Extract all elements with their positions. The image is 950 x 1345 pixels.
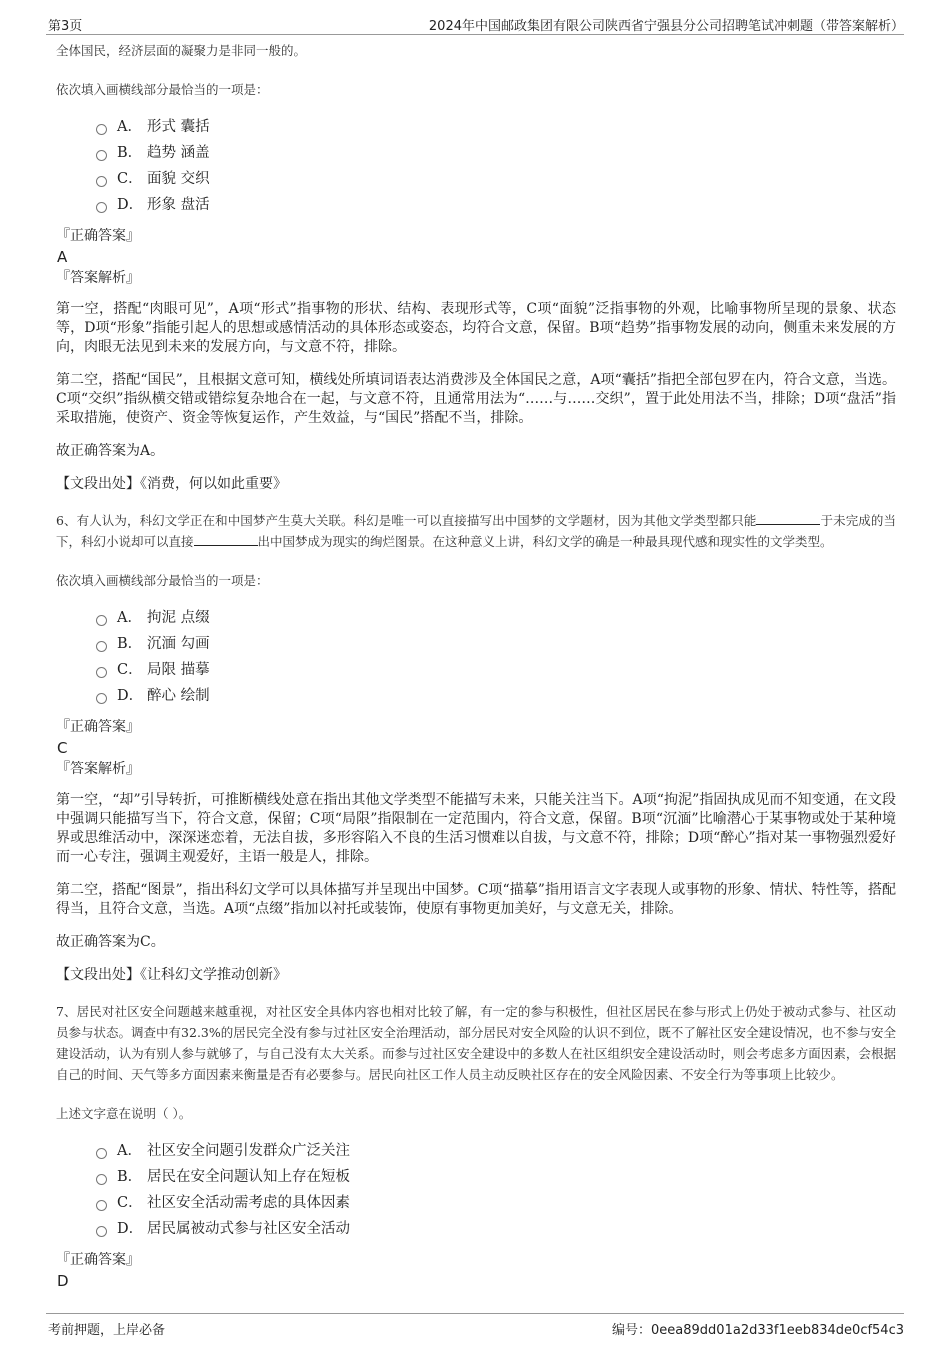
q5-option-d[interactable]: D． 形象 盘活 [96,192,896,218]
page-number: 第3页 [48,19,83,34]
blank-line [756,512,820,525]
radio-icon[interactable] [96,176,107,187]
document-title: 2024年中国邮政集团有限公司陕西省宁强县分公司招聘笔试冲刺题（带答案解析） [428,19,904,34]
q7-option-a[interactable]: A． 社区安全问题引发群众广泛关注 [96,1138,896,1164]
q5-prompt: 依次填入画横线部分最恰当的一项是： [56,82,269,97]
q6-conclusion: 故正确答案为C。 [56,934,165,950]
q7-option-b[interactable]: B． 居民在安全问题认知上存在短板 [96,1164,896,1190]
q5-source: 【文段出处】《消费，何以如此重要》 [56,476,287,492]
q6-analysis-label: 『答案解析』 [56,761,140,777]
q7-options [56,1138,896,1242]
radio-icon[interactable] [96,615,107,626]
radio-icon[interactable] [96,124,107,135]
q6-option-c[interactable]: C． 局限 描摹 [96,657,896,683]
q6-option-d[interactable]: D． 醉心 绘制 [96,683,896,709]
radio-icon[interactable] [96,1148,107,1159]
blank-line [194,533,258,546]
q6-stem: 6、有人认为，科幻文学正在和中国梦产生莫大关联。科幻是唯一可以直接描写出中国梦的文学题材，因为其他文学类型都只能 于未完成的当下，科幻小说却可以直接 出中国梦成为现实的绚烂图景。在这种意义上讲，科幻文学的确是一种最具现代感和现实性的文学类型。 [56,513,896,549]
q5-conclusion: 故正确答案为A。 [56,443,165,459]
q5-option-a[interactable]: A． 形式 囊括 [96,114,896,140]
q5-analysis-1: 第一空，搭配“肉眼可见”，A项“形式”指事物的形状、结构、表现形式等，C项“面貌”泛指事物的外观，比喻事物所呈现的景象、状态等，D项“形象”指能引起人的思想或感情活动的具体形态或姿态，均符合文意，保留。B项“趋势”指事物发展的动向，侧重未来发展的方向，肉眼无法见到未来的发展方向，与文意不符，排除。 [56,301,896,355]
q5-option-b[interactable]: B． 趋势 涵盖 [96,140,896,166]
page-header [46,12,904,35]
radio-icon[interactable] [96,1226,107,1237]
q6-options [56,605,896,709]
main-content [56,40,896,1292]
q5-options [56,114,896,218]
page-footer [46,1313,904,1338]
q5-answer: A [57,248,68,266]
q5-analysis-label: 『答案解析』 [56,270,140,286]
q6-answer: C [57,739,68,757]
q5-answer-label: 『正确答案』 [56,228,140,244]
radio-icon[interactable] [96,1200,107,1211]
q7-prompt: 上述文字意在说明（ ）。 [56,1106,192,1121]
q5-analysis-2: 第二空，搭配“国民”，且根据文意可知，横线处所填词语表达消费涉及全体国民之意，A项“囊括”指把全部包罗在内，符合文意，当选。C项“交织”指纵横交错或错综复杂地合在一起，与文意不符，且通常用法为“……与……交织”，置于此处用法不当，排除；D项“盘活”指采取措施，使资产、资金等恢复运作，产生效益，与“国民”搭配不当，排除。 [56,372,896,426]
radio-icon[interactable] [96,667,107,678]
q6-analysis-2: 第二空，搭配“图景”，指出科幻文学可以具体描写并呈现出中国梦。C项“描摹”指用语言文字表现人或事物的形象、情状、特性等，搭配得当，且符合文意，当选。A项“点缀”指加以衬托或装饰，使原有事物更加美好，与文意无关，排除。 [56,882,896,917]
q7-answer: D [57,1272,69,1290]
q5-stem-tail: 全体国民，经济层面的凝聚力是非同一般的。 [56,43,307,58]
q5-option-c[interactable]: C． 面貌 交织 [96,166,896,192]
q7-option-d[interactable]: D． 居民属被动式参与社区安全活动 [96,1216,896,1242]
radio-icon[interactable] [96,693,107,704]
footer-slogan: 考前押题，上岸必备 [48,1323,166,1338]
radio-icon[interactable] [96,150,107,161]
q7-stem: 7、居民对社区安全问题越来越重视，对社区安全具体内容也相对比较了解，有一定的参与积极性，但社区居民在参与形式上仍处于被动式参与、社区动员参与状态。调查中有32.3%的居民完全没有参与过社区安全治理活动，部分居民对安全风险的认识不到位，既不了解社区安全建设情况，也不参与安全建设活动，认为有别人参与就够了，与自己没有太大关系。而参与过社区安全建设中的多数人在社区组织安全建设活动时，则会考虑多方面因素，会根据自己的时间、天气等多方面因素来衡量是否有必要参与。居民向社区工作人员主动反映社区存在的安全风险因素、不安全行为等事项上比较少。 [56,1004,896,1082]
q7-option-c[interactable]: C． 社区安全活动需考虑的具体因素 [96,1190,896,1216]
radio-icon[interactable] [96,202,107,213]
q6-option-b[interactable]: B． 沉湎 勾画 [96,631,896,657]
q6-analysis-1: 第一空，“却”引导转折，可推断横线处意在指出其他文学类型不能描写未来，只能关注当下。A项“拘泥”指固执成见而不知变通，在文段中强调只能描写当下，符合文意，保留；C项“局限”指限制在一定范围内，符合文意，保留。B项“沉湎”比喻潜心于某事物或处于某种境界或思维活动中，深深迷恋着，无法自拔，多形容陷入不良的生活习惯难以自拔，与文意不符，排除；D项“醉心”指对某一事物强烈爱好而一心专注，强调主观爱好，主语一般是人，排除。 [56,792,896,865]
q6-answer-label: 『正确答案』 [56,719,140,735]
radio-icon[interactable] [96,641,107,652]
q6-prompt: 依次填入画横线部分最恰当的一项是： [56,573,269,588]
q6-source: 【文段出处】《让科幻文学推动创新》 [56,967,287,983]
q6-option-a[interactable]: A． 拘泥 点缀 [96,605,896,631]
q7-answer-label: 『正确答案』 [56,1252,140,1268]
document-code: 编号：0eea89dd01a2d33f1eeb834de0cf54c3 [612,1323,904,1338]
radio-icon[interactable] [96,1174,107,1185]
